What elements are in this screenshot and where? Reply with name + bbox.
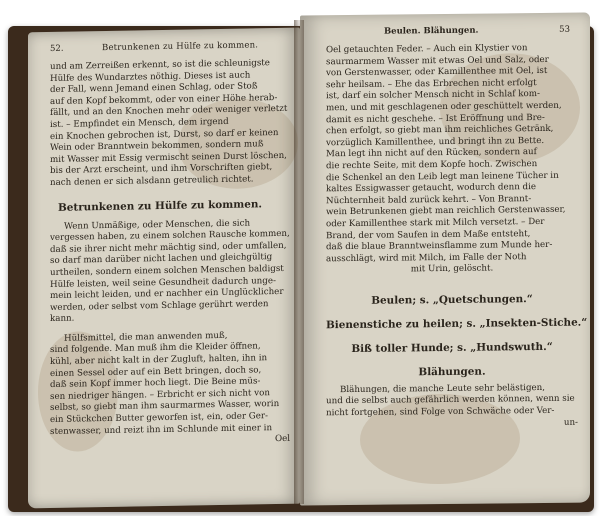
text-line: mit Wasser mit Essig vermischt seinen Durst löschen, xyxy=(50,150,287,165)
text-line: chen erfolgt, so giebt man ihm reichliches Getränk, xyxy=(326,124,554,137)
text-line: urtheilen, sondern einem solchen Menschen baldigst xyxy=(50,263,284,278)
section-heading: Betrunkenen zu Hülfe zu kommen. xyxy=(58,197,262,214)
entry-heading-blaehungen: Blähungen. xyxy=(418,365,486,379)
page-number: 52. xyxy=(50,43,64,54)
text-line: saurmarmem Wasser mit etwas Oel und Salz, oder xyxy=(326,54,549,67)
open-book xyxy=(4,6,596,510)
text-line: bis der Arzt erscheint, und ihm Vorschriften giebt, xyxy=(50,162,273,177)
page-number: 53 xyxy=(559,24,570,35)
text-line: nicht fortgehen, sind Folge von Schwäche oder Ver- xyxy=(326,405,555,419)
text-line: fällt, und an den Knochen mehr oder weniger verletzt xyxy=(50,104,288,119)
left-page xyxy=(28,28,300,509)
text-line: damit es nicht geschehe. – Ist Eröffnung und Bre- xyxy=(326,112,545,125)
text-line: ist. – Empfindet ein Mensch, dem irgend xyxy=(50,116,229,130)
text-line: kann. xyxy=(50,313,75,325)
book-gutter xyxy=(294,20,304,504)
text-line: Man legt ihn nicht auf den Rücken, sondern auf xyxy=(326,147,537,160)
page-body xyxy=(326,43,588,432)
entry-heading-biss: Biß toller Hunde; s. „Hundswuth.“ xyxy=(351,340,553,355)
text-line: kaltes Essigwasser getaucht, wodurch denn die xyxy=(326,182,537,195)
text-line: ein Stückchen Butter geworfen ist, ein, oder Ger- xyxy=(50,411,268,426)
text-line: so darf man darüber nicht lachen und gleichgültig xyxy=(50,252,273,267)
text-line: vergessen haben, zu einem solchen Rausche kommen, xyxy=(50,228,290,244)
text-line: einen Sessel oder auf ein Bett bringen, doch so, xyxy=(50,364,262,379)
catchword: un- xyxy=(563,417,578,428)
text-line: daß sie ihrer nicht mehr mächtig sind, oder umfallen, xyxy=(50,240,287,255)
text-line: nach denen er sich alsdann getreulich richtet. xyxy=(50,174,254,188)
entry-heading-bienenstiche: Bienenstiche zu heilen; s. „Insekten-Stiche.“ xyxy=(326,316,588,332)
right-page xyxy=(300,12,590,505)
text-line: Hülfe leisten, weil seine Gesundheit dadurch unge- xyxy=(50,275,276,290)
text-line: kühl, aber nicht kalt in der Zugluft, halten, ihn in xyxy=(50,353,268,368)
text-line: wein Betrunkenen giebt man reichlich Gerstenwasser, xyxy=(326,205,566,218)
text-line: auf den Kopf bekommt, oder von einer Höhe herab- xyxy=(50,92,278,107)
text-line: ist, darf ein solcher Mensch nicht in Schlaf kom- xyxy=(326,89,540,102)
text-line: Blähungen, die manche Leute sehr belästigen, xyxy=(340,382,546,395)
text-line: stenwasser, und reizt ihn im Schlunde mit einer in xyxy=(50,422,273,437)
text-line: die Schenkel an den Leib legt man leinene Tücher in xyxy=(326,170,559,183)
text-line: sehr heilsam. – Ehe das Erbrechen nicht erfolgt xyxy=(326,77,537,91)
page-body xyxy=(50,58,290,450)
text-line: men, und mit geschlagenen oder geschüttelt werden, xyxy=(326,100,562,114)
text-line: vorzüglich Kamillenthee, und bringt ihn zu Bette. xyxy=(326,135,545,148)
text-line: Nüchternheit bald zurück kehrt. – Von Brannt- xyxy=(326,193,532,206)
text-line: daß die blaue Branntweinsflamme zum Munde her- xyxy=(326,239,553,253)
catchword: Oel xyxy=(274,434,290,445)
text-line: selbst, so giebt man ihm saurmarmes Wasser, worin xyxy=(50,399,280,414)
text-line: mein leicht leiden, und er nachher ein Unglücklicher xyxy=(50,287,284,302)
text-line: oder Kamillenthee stark mit Milch versetzt. – Der xyxy=(326,216,545,230)
running-head: Betrunkenen zu Hülfe zu kommen. xyxy=(102,40,259,54)
text-line: ein Knochen gebrochen ist, Durst, so darf er keinen xyxy=(50,127,279,142)
text-line: der Fall, wenn Jemand einen Schlag, oder Stoß xyxy=(50,81,258,96)
text-line: Wein oder Branntwein bekommen, sondern muß xyxy=(50,139,264,154)
running-head: Beulen. Blähungen. xyxy=(384,25,479,37)
text-line: von Gerstenwasser, oder Kamillenthee mit Oel, ist xyxy=(326,66,548,79)
text-line: Brand, der vom Saufen in dem Maße entsteht, xyxy=(326,228,531,241)
text-line: Oel getauchten Feder. – Auch ein Klystier von xyxy=(326,43,528,56)
entry-heading-beulen: Beulen; s. „Quetschungen.“ xyxy=(371,292,533,307)
text-line: Hülfsmittel, die man anwenden muß, xyxy=(64,330,228,344)
text-line: die rechte Seite, mit dem Kopfe hoch. Zwischen xyxy=(326,158,538,172)
text-line: werden, oder selbst vom Schlage gerührt werden xyxy=(50,298,269,313)
text-line: und die selbst auch gefährlich werden können, wenn sie xyxy=(326,394,575,407)
text-line: ausschlägt, wird mit Milch, im Falle der Noth xyxy=(326,251,527,264)
text-line: daß sein Kopf immer hoch liegt. Die Beine müs- xyxy=(50,376,261,391)
text-line: mit Urin, gelöscht. xyxy=(410,263,494,275)
text-line: Hülfe des Wundarztes nöthig. Dieses ist auch xyxy=(50,70,251,84)
text-line: Wenn Unmäßige, oder Menschen, die sich xyxy=(64,218,251,232)
text-line: und am Zerreißen erkennt, so ist die schleunigste xyxy=(50,58,270,72)
text-line: sen niedriger hängen. – Erbricht er sich nicht von xyxy=(50,387,270,402)
text-line: sind folgende. Man muß ihm die Kleider öffnen, xyxy=(50,341,261,356)
